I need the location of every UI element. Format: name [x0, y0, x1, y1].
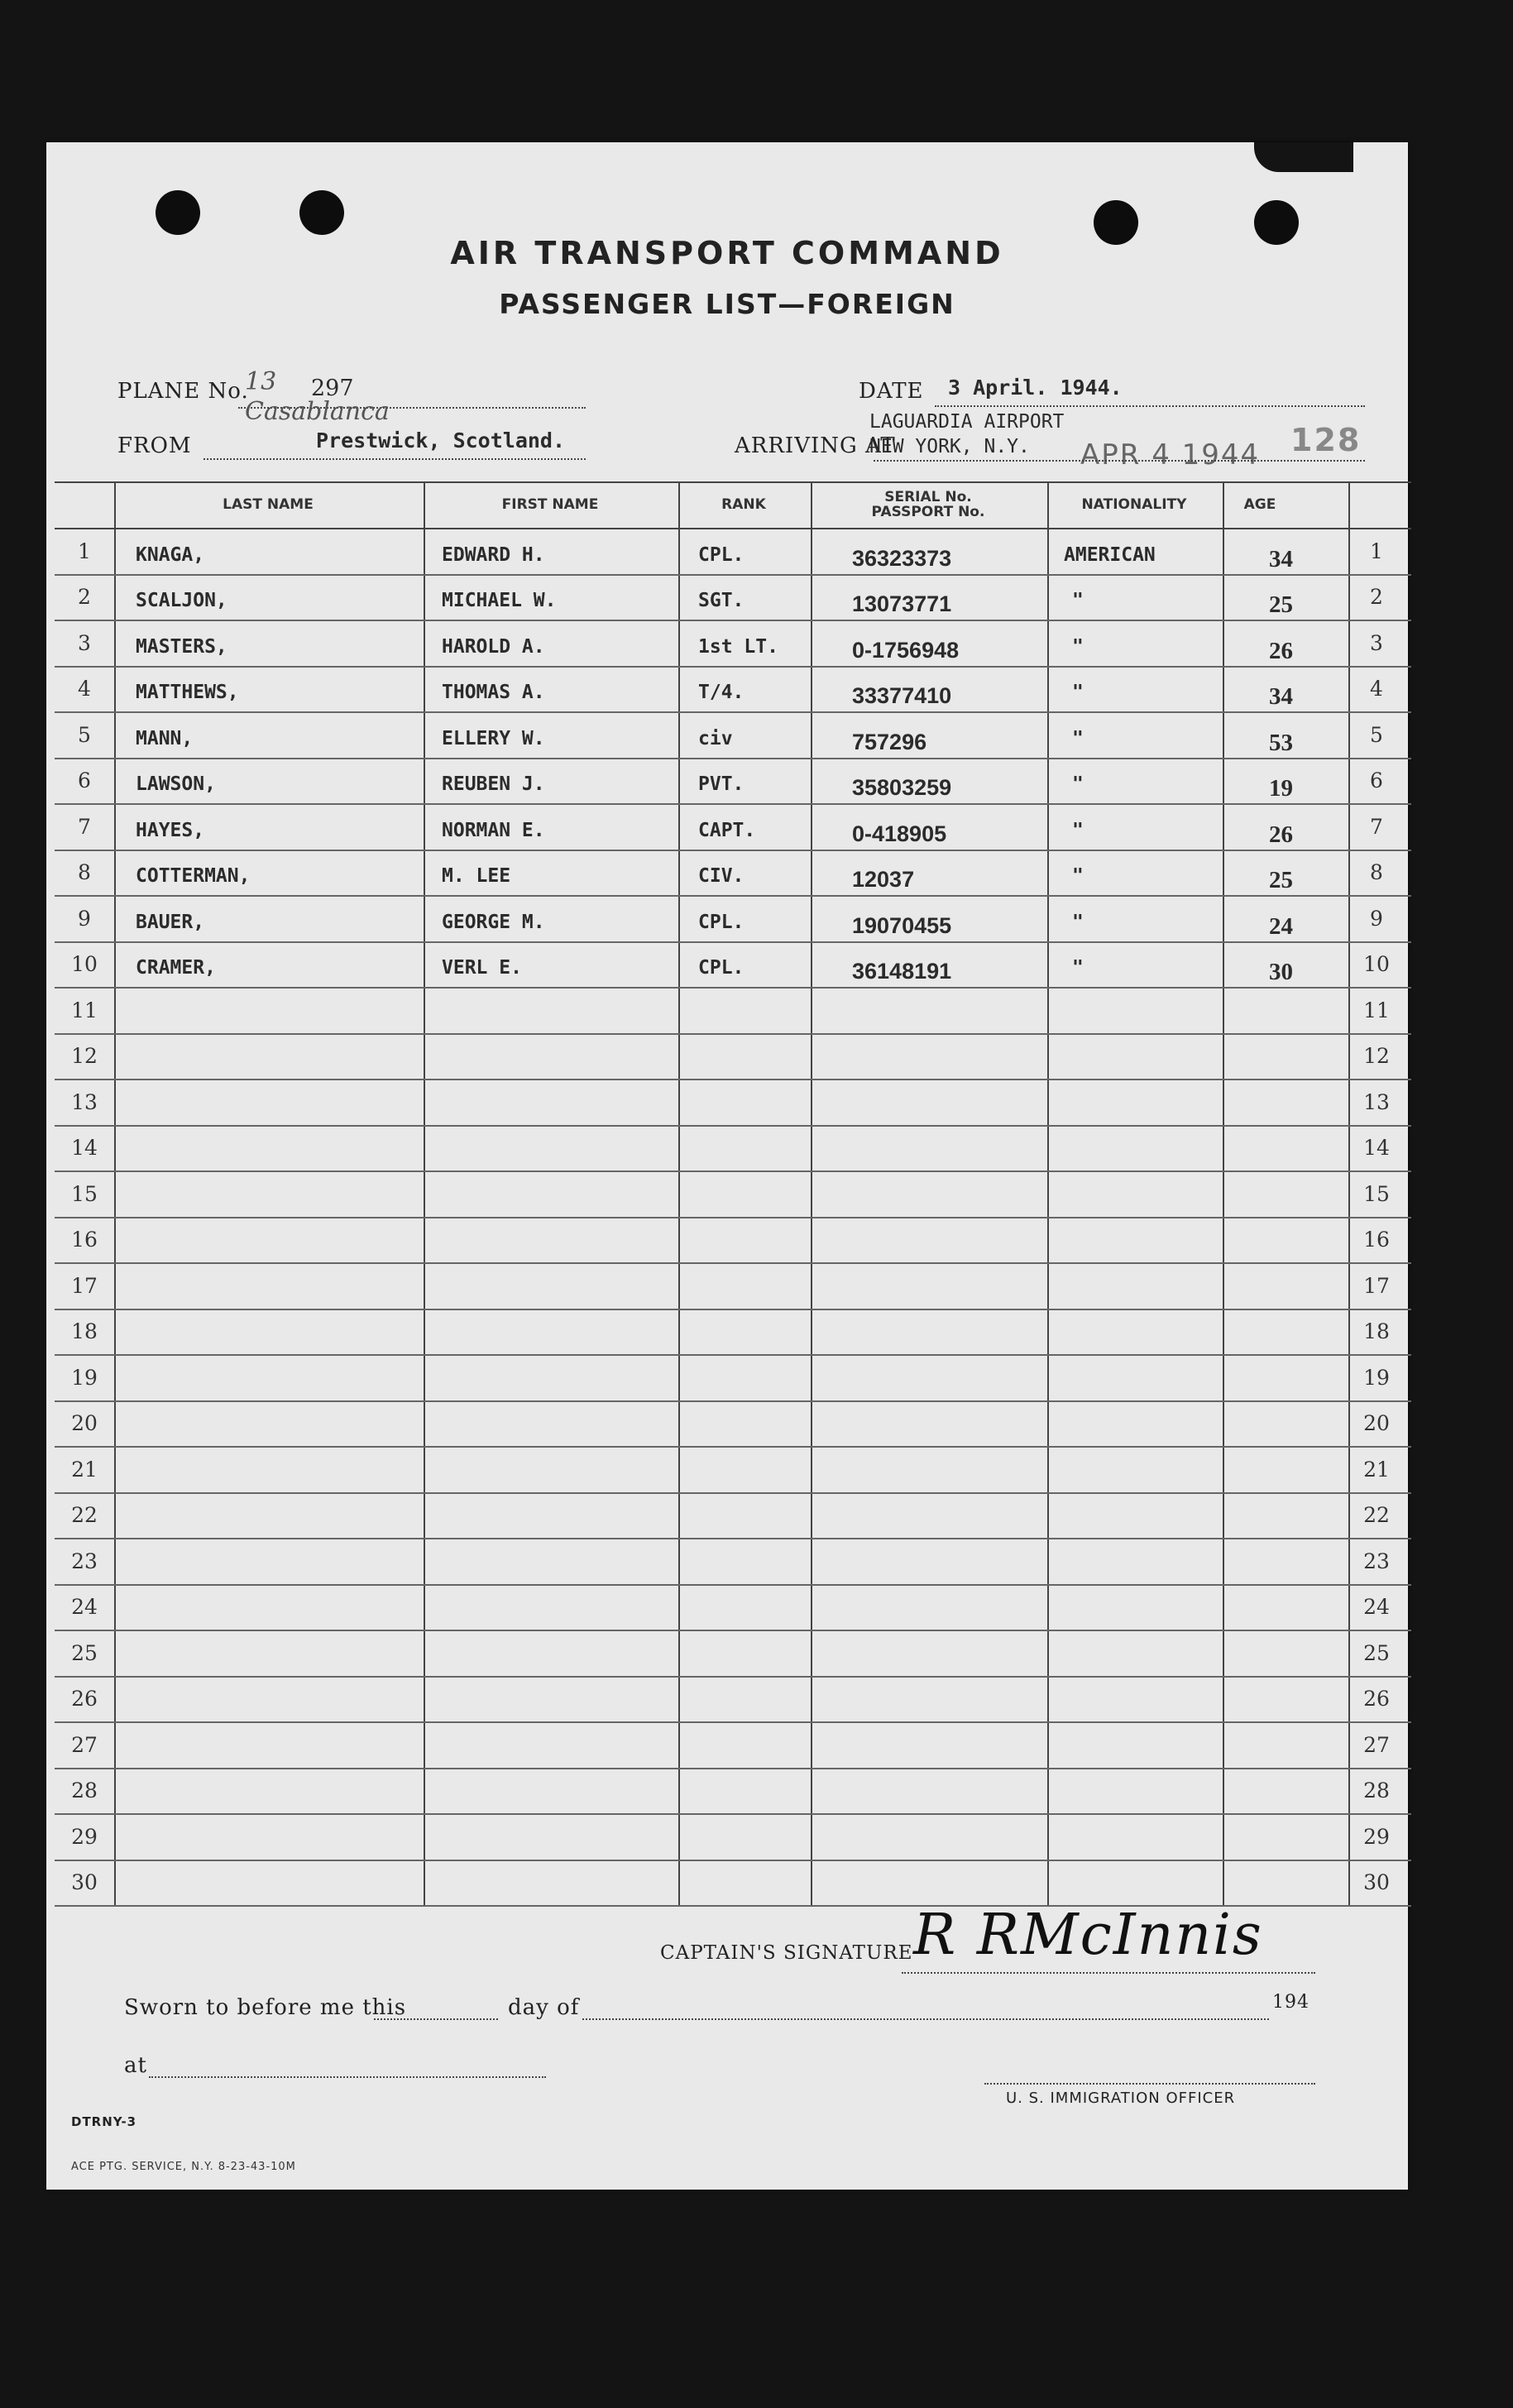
sworn-label: Sworn to before me this: [124, 1995, 407, 2020]
passenger-rank: T/4.: [698, 682, 745, 704]
header-rule: [55, 528, 1411, 529]
date-label: DATE: [859, 379, 924, 404]
passenger-nationality: ": [1072, 911, 1084, 933]
row-number-left: 18: [71, 1319, 98, 1344]
officer-line: [984, 2083, 1315, 2085]
passenger-first-name: MICHAEL W.: [442, 590, 557, 612]
row-number-left: 8: [78, 860, 91, 885]
row-number-left: 21: [71, 1457, 98, 1482]
row-number-right: 7: [1370, 814, 1383, 839]
row-number-left: 28: [71, 1778, 98, 1803]
row-rule: [55, 1033, 1411, 1035]
passenger-serial: 0-418905: [852, 821, 947, 846]
row-number-right: 9: [1370, 906, 1383, 931]
sworn-day-line: [374, 2018, 498, 2020]
passenger-rank: 1st LT.: [698, 635, 778, 658]
row-number-right: 18: [1363, 1319, 1390, 1344]
passenger-first-name: THOMAS A.: [442, 682, 545, 704]
col-nationality: NATIONALITY: [1081, 496, 1187, 513]
passenger-serial: 12037: [852, 867, 915, 893]
at-label: at: [124, 2053, 147, 2078]
passenger-last-name: MATTHEWS,: [136, 682, 239, 704]
column-rule: [424, 481, 425, 1905]
passenger-serial: 35803259: [852, 775, 952, 801]
row-number-left: 13: [71, 1089, 98, 1114]
passenger-rank: CAPT.: [698, 819, 756, 841]
table-top-rule: [55, 481, 1411, 483]
captain-signature-label: CAPTAIN'S SIGNATURE: [660, 1942, 913, 1964]
row-number-right: 4: [1370, 677, 1383, 701]
punch-hole: [156, 190, 200, 235]
row-number-right: 26: [1363, 1687, 1390, 1711]
row-number-right: 14: [1363, 1136, 1390, 1161]
from-handwritten-note: Casablanca: [245, 397, 390, 426]
from-line: [203, 458, 586, 460]
row-rule: [55, 620, 1411, 621]
torn-corner: [1254, 142, 1353, 172]
passenger-rank: CPL.: [698, 957, 745, 979]
row-rule: [55, 987, 1411, 989]
row-number-right: 11: [1363, 998, 1390, 1022]
row-rule: [55, 1860, 1411, 1861]
passenger-nationality: ": [1072, 682, 1084, 704]
plane-number: 297: [311, 376, 354, 401]
row-number-right: 22: [1363, 1503, 1390, 1528]
col-serial-line-1: SERIAL No.: [884, 489, 972, 505]
form-code: DTRNY-3: [71, 2114, 137, 2129]
passenger-first-name: VERL E.: [442, 957, 522, 979]
row-rule: [55, 1492, 1411, 1494]
col-serial: [811, 481, 1046, 528]
row-number-left: 2: [78, 585, 91, 610]
row-number-left: 27: [71, 1732, 98, 1757]
row-number-right: 3: [1370, 630, 1383, 655]
row-number-right: 28: [1363, 1778, 1390, 1803]
passenger-last-name: HAYES,: [136, 819, 205, 841]
col-serial-line-2: PASSPORT No.: [871, 504, 985, 520]
col-age: AGE: [1243, 496, 1276, 513]
row-rule: [55, 1676, 1411, 1678]
row-rule: [55, 1309, 1411, 1310]
passenger-rank: PVT.: [698, 773, 745, 796]
passenger-rank: CIV.: [698, 865, 745, 888]
passenger-first-name: HAROLD A.: [442, 635, 545, 658]
column-rule: [811, 481, 812, 1905]
row-rule: [55, 1584, 1411, 1586]
passenger-last-name: CRAMER,: [136, 957, 216, 979]
column-rule: [678, 481, 680, 1905]
row-number-left: 26: [71, 1687, 98, 1711]
row-number-right: 12: [1363, 1044, 1390, 1069]
row-number-right: 13: [1363, 1089, 1390, 1114]
received-date-stamp: APR 4 1944: [1080, 438, 1261, 472]
row-number-left: 1: [78, 539, 91, 563]
row-rule: [55, 1354, 1411, 1356]
row-number-left: 10: [71, 952, 98, 977]
captain-signature: R RMcInnis: [913, 1903, 1263, 1968]
passenger-last-name: KNAGA,: [136, 543, 205, 566]
passenger-rank: CPL.: [698, 911, 745, 933]
date-line: [935, 405, 1365, 407]
col-last-name: LAST NAME: [223, 496, 314, 513]
row-number-right: 5: [1370, 722, 1383, 747]
form-subtitle: PASSENGER LIST—FOREIGN: [499, 288, 955, 320]
passenger-age: 34: [1269, 683, 1293, 711]
officer-label: U. S. IMMIGRATION OFFICER: [1006, 2090, 1236, 2107]
row-number-right: 24: [1363, 1595, 1390, 1620]
passenger-age: 30: [1269, 959, 1293, 986]
passenger-nationality: ": [1072, 773, 1084, 796]
plane-prefix-handwritten: 13: [245, 367, 277, 396]
row-number-right: 20: [1363, 1411, 1390, 1436]
row-rule: [55, 574, 1411, 576]
passenger-serial: 19070455: [852, 912, 952, 938]
day-of-label: day of: [508, 1995, 580, 2020]
row-number-right: 19: [1363, 1365, 1390, 1390]
passenger-serial: 0-1756948: [852, 637, 960, 663]
column-rule: [114, 481, 116, 1905]
row-number-right: 10: [1363, 952, 1390, 977]
row-number-left: 9: [78, 906, 91, 931]
passenger-nationality: ": [1072, 819, 1084, 841]
row-rule: [55, 895, 1411, 897]
row-number-left: 23: [71, 1549, 98, 1573]
row-number-left: 12: [71, 1044, 98, 1069]
passenger-nationality: ": [1072, 590, 1084, 612]
passenger-rank: civ: [698, 727, 733, 749]
row-rule: [55, 941, 1411, 943]
row-rule: [55, 666, 1411, 668]
row-number-left: 16: [71, 1228, 98, 1252]
row-number-left: 30: [71, 1870, 98, 1895]
passenger-last-name: BAUER,: [136, 911, 205, 933]
passenger-nationality: ": [1072, 727, 1084, 749]
from-label: FROM: [117, 433, 192, 458]
row-number-left: 24: [71, 1595, 98, 1620]
passenger-first-name: GEORGE M.: [442, 911, 545, 933]
row-number-left: 25: [71, 1640, 98, 1665]
passenger-last-name: COTTERMAN,: [136, 865, 251, 888]
passenger-first-name: REUBEN J.: [442, 773, 545, 796]
passenger-last-name: MANN,: [136, 727, 194, 749]
row-number-left: 6: [78, 768, 91, 793]
row-rule: [55, 1125, 1411, 1127]
passenger-age: 26: [1269, 637, 1293, 664]
row-rule: [55, 1813, 1411, 1815]
row-rule: [55, 1262, 1411, 1264]
passenger-serial: 757296: [852, 729, 927, 754]
row-rule: [55, 1217, 1411, 1218]
arriving-label: ARRIVING AT: [735, 433, 896, 458]
passenger-nationality: AMERICAN: [1064, 543, 1156, 566]
passenger-age: 53: [1269, 729, 1293, 756]
row-rule: [55, 1630, 1411, 1631]
passenger-rank: CPL.: [698, 543, 745, 566]
captain-signature-line: [902, 1972, 1315, 1974]
row-number-right: 29: [1363, 1824, 1390, 1849]
row-rule: [55, 1170, 1411, 1172]
row-rule: [55, 1079, 1411, 1080]
passenger-last-name: SCALJON,: [136, 590, 227, 612]
column-rule: [1047, 481, 1049, 1905]
col-rank: RANK: [721, 496, 766, 513]
form-title: AIR TRANSPORT COMMAND: [450, 235, 1004, 271]
passenger-rank: SGT.: [698, 590, 745, 612]
row-rule: [55, 803, 1411, 805]
row-number-left: 15: [71, 1181, 98, 1206]
sworn-month-line: [582, 2018, 1269, 2020]
row-number-right: 27: [1363, 1732, 1390, 1757]
passenger-list-form: [46, 142, 1408, 2190]
passenger-age: 25: [1269, 867, 1293, 894]
row-rule: [55, 758, 1411, 759]
arriving-line: [874, 460, 1365, 462]
year-label: 194: [1272, 1992, 1310, 2013]
passenger-first-name: NORMAN E.: [442, 819, 545, 841]
passenger-age: 24: [1269, 912, 1293, 940]
stamp-code: 128: [1290, 422, 1362, 458]
date-value: 3 April. 1944.: [948, 376, 1123, 400]
from-value: Prestwick, Scotland.: [316, 428, 566, 452]
passenger-age: 19: [1269, 775, 1293, 802]
row-number-left: 17: [71, 1273, 98, 1298]
row-number-left: 5: [78, 722, 91, 747]
row-number-right: 15: [1363, 1181, 1390, 1206]
row-rule: [55, 711, 1411, 713]
passenger-nationality: ": [1072, 865, 1084, 888]
passenger-first-name: ELLERY W.: [442, 727, 545, 749]
row-number-left: 3: [78, 630, 91, 655]
row-number-right: 1: [1370, 539, 1383, 563]
passenger-last-name: MASTERS,: [136, 635, 227, 658]
passenger-age: 26: [1269, 821, 1293, 848]
row-number-right: 30: [1363, 1870, 1390, 1895]
passenger-age: 25: [1269, 591, 1293, 619]
passenger-last-name: LAWSON,: [136, 773, 216, 796]
row-number-left: 29: [71, 1824, 98, 1849]
plane-label: PLANE No.: [117, 379, 249, 404]
row-number-left: 11: [71, 998, 98, 1022]
column-rule: [1348, 481, 1350, 1905]
row-number-right: 23: [1363, 1549, 1390, 1573]
col-first-name: FIRST NAME: [501, 496, 599, 513]
row-number-left: 7: [78, 814, 91, 839]
row-number-left: 20: [71, 1411, 98, 1436]
at-line: [149, 2076, 546, 2078]
row-number-right: 17: [1363, 1273, 1390, 1298]
row-number-right: 16: [1363, 1228, 1390, 1252]
column-rule: [1223, 481, 1224, 1905]
row-number-left: 19: [71, 1365, 98, 1390]
passenger-nationality: ": [1072, 957, 1084, 979]
row-rule: [55, 1446, 1411, 1448]
passenger-serial: 13073771: [852, 591, 952, 617]
passenger-first-name: EDWARD H.: [442, 543, 545, 566]
passenger-first-name: M. LEE: [442, 865, 511, 888]
row-rule: [55, 1768, 1411, 1769]
row-rule: [55, 1400, 1411, 1402]
printer-note: ACE PTG. SERVICE, N.Y. 8-23-43-10M: [71, 2161, 296, 2173]
row-number-right: 2: [1370, 585, 1383, 610]
passenger-serial: 36148191: [852, 959, 952, 984]
row-rule: [55, 850, 1411, 851]
passenger-serial: 33377410: [852, 683, 952, 709]
row-number-left: 4: [78, 677, 91, 701]
row-rule: [55, 1721, 1411, 1723]
arriving-line-2: NEW YORK, N.Y.: [869, 436, 1030, 457]
passenger-serial: 36323373: [852, 545, 952, 571]
arriving-line-1: LAGUARDIA AIRPORT: [869, 411, 1065, 433]
row-number-right: 8: [1370, 860, 1383, 885]
punch-hole: [299, 190, 344, 235]
row-number-right: 21: [1363, 1457, 1390, 1482]
row-rule: [55, 1538, 1411, 1539]
row-number-right: 25: [1363, 1640, 1390, 1665]
passenger-age: 34: [1269, 545, 1293, 572]
row-number-left: 22: [71, 1503, 98, 1528]
passenger-nationality: ": [1072, 635, 1084, 658]
row-number-right: 6: [1370, 768, 1383, 793]
row-number-left: 14: [71, 1136, 98, 1161]
